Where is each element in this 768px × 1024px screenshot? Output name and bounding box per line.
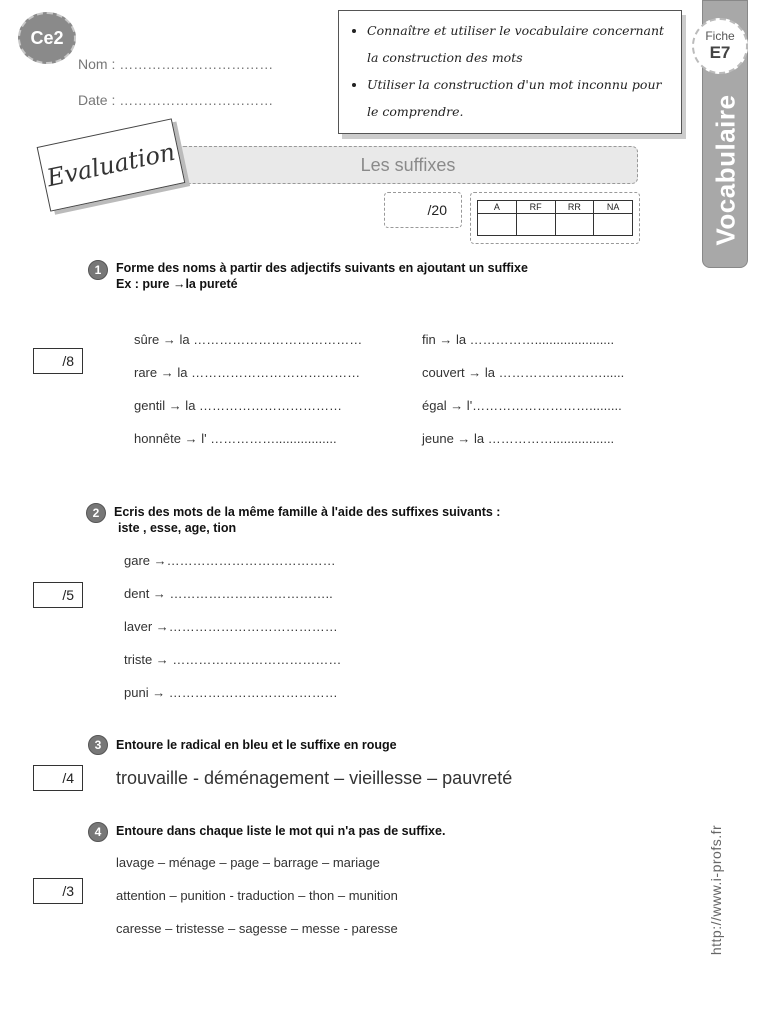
exercise-3-number: 3 [88,735,108,755]
exercise-1-item: gentil → la …………………………… [134,398,343,413]
grade-cell[interactable] [555,214,594,236]
exercise-2-item: laver →………………………………… [124,619,338,634]
exercise-2-item: puni → ………………………………… [124,685,338,700]
fiche-label: Fiche [705,29,735,43]
exercise-2-instruction: Ecris des mots de la même famille à l'aide des suffixes suivants : [114,505,501,519]
exercise-4-list: caresse – tristesse – sagesse – messe - paresse [116,921,398,936]
total-score-box: /20 [384,192,462,228]
exercise-1-item: couvert → la ……………………...... [422,365,625,380]
exercise-1-score: /8 [33,348,83,374]
exercise-1-item: honnête → l' ……………................. [134,431,337,446]
exercise-1-item: fin → la ……………...................... [422,332,615,347]
exercise-2-number: 2 [86,503,106,523]
exercise-1-item: égal → l'………………………......... [422,398,622,413]
grade-grid [470,192,640,244]
page-title: Les suffixes [178,146,638,184]
exercise-3-instruction: Entoure le radical en bleu et le suffixe en rouge [116,738,397,752]
grade-header: RF [516,201,555,214]
name-field[interactable]: Nom : …………………………… [78,56,274,72]
exercise-2-item: gare →………………………………… [124,553,336,568]
exercise-2-item: dent → ……………………………….. [124,586,333,601]
grade-cell[interactable] [478,214,517,236]
exercise-4-list: attention – punition - traduction – thon – munition [116,888,398,903]
exercise-1-item: jeune → la ……………................. [422,431,615,446]
grade-header: RR [555,201,594,214]
grade-header: NA [594,201,633,214]
exercise-1-item: rare → la ………………………………… [134,365,361,380]
grade-cell[interactable] [594,214,633,236]
exercise-1-example: Ex : pure →la pureté [116,277,238,291]
exercise-4-instruction: Entoure dans chaque liste le mot qui n'a pas de suffixe. [116,824,446,838]
exercise-3-score: /4 [33,765,83,791]
fiche-code: E7 [709,43,731,62]
objective-item: • Connaître et utiliser le vocabulaire concernant la construction des mots [367,17,669,71]
exercise-1-item: sûre → la ………………………………… [134,332,363,347]
exercise-4-list: lavage – ménage – page – barrage – mariage [116,855,380,870]
exercise-2-score: /5 [33,582,83,608]
grade-header: A [478,201,517,214]
evaluation-label: Evaluation [37,118,186,211]
exercise-4-score: /3 [33,878,83,904]
fiche-badge [692,18,748,74]
source-url: http://www.i-profs.fr [708,824,724,956]
objectives-box [338,10,682,134]
exercise-4-number: 4 [88,822,108,842]
exercise-2-item: triste → ………………………………… [124,652,342,667]
exercise-1-number: 1 [88,260,108,280]
grade-cell[interactable] [516,214,555,236]
exercise-3-words: trouvaille - déménagement – vieillesse – pauvreté [116,768,513,788]
objective-item: • Utiliser la construction d'un mot inconnu pour le comprendre. [367,71,669,125]
exercise-1-instruction: Forme des noms à partir des adjectifs suivants en ajoutant un suffixe [116,261,528,275]
subject-tab-label: Vocabulaire [710,94,741,246]
exercise-2-suffixes: iste , esse, age, tion [118,521,237,535]
date-field[interactable]: Date : …………………………… [78,92,274,108]
level-badge: Ce2 [18,12,76,64]
